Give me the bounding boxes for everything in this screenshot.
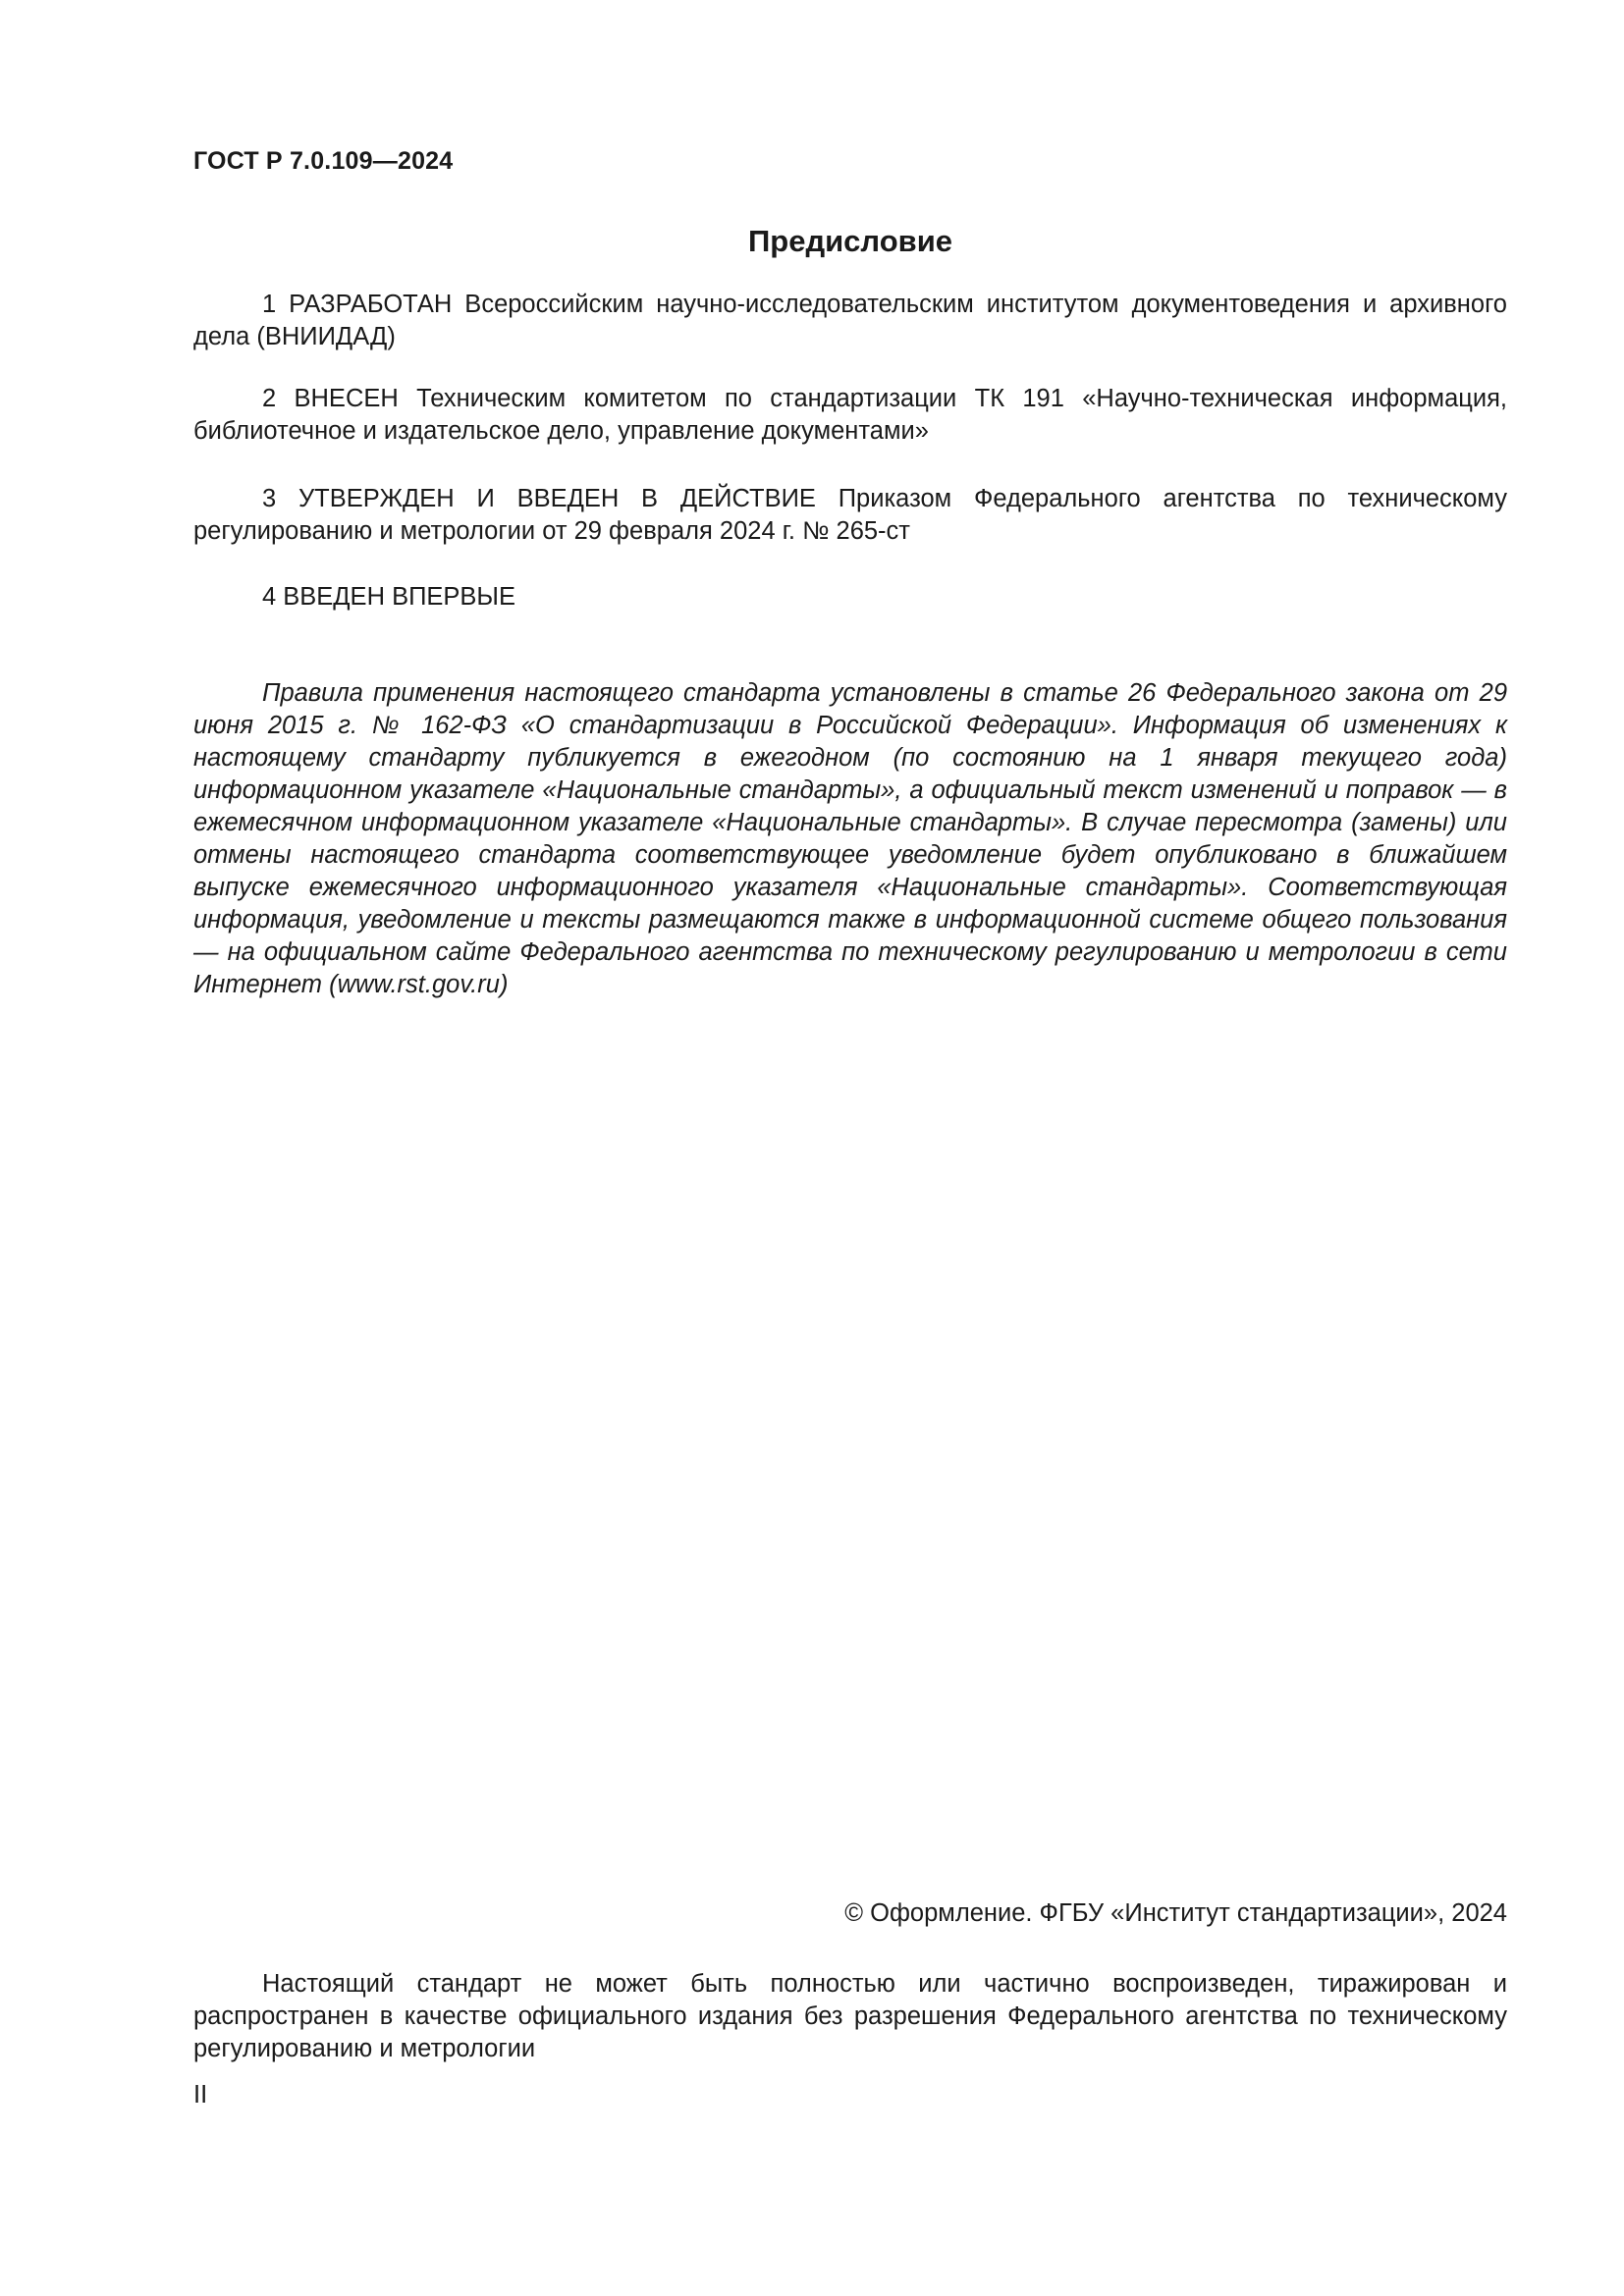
copyright-line: © Оформление. ФГБУ «Институт стандартизации», 2024: [844, 1899, 1507, 1927]
foreword-item-submitted: 2 ВНЕСЕН Техническим комитетом по стандартизации ТК 191 «Научно-техническая информация, библиотечное и издательское дело, управление документами»: [193, 385, 1507, 445]
page-title: Предисловие: [747, 224, 952, 258]
page-number: II: [193, 2081, 208, 2109]
document-code: ГОСТ Р 7.0.109—2024: [193, 147, 454, 175]
foreword-item-approved: 3 УТВЕРЖДЕН И ВВЕДЕН В ДЕЙСТВИЕ Приказом Федерального агентства по техническому регулированию и метрологии от 29 февраля 2024 г. № 265-ст: [193, 485, 1507, 545]
reproduction-notice: Настоящий стандарт не может быть полностью или частично воспроизведен, тиражирован и распространен в качестве официального издания без разрешения Федерального агентства по техническому регулированию и метрологии: [193, 1970, 1507, 2062]
foreword-item-introduced: 4 ВВЕДЕН ВПЕРВЫЕ: [262, 583, 516, 611]
foreword-item-developed: 1 РАЗРАБОТАН Всероссийским научно-исследовательским институтом документоведения и архивного дела (ВНИИДАД): [193, 291, 1507, 350]
application-rules-notice: Правила применения настоящего стандарта установлены в статье 26 Федерального закона от 29 июня 2015 г. № 162-ФЗ «О стандартизации в Российской Федерации». Информация об изменениях к настоящему стандарту публикуется в ежегодном (по состоянию на 1 января текущего года) информационном указателе «Национальные стандарты», а официальный текст изменений и поправок — в ежемесячном информационном указателе «Национальные стандарты». В случае пересмотра (замены) или отмены настоящего стандарта соответствующее уведомление будет опубликовано в ближайшем выпуске ежемесячного информационного указателя «Национальные стандарты». Соответствующая информация, уведомление и тексты размещаются также в информационной системе общего пользования — на официальном сайте Федерального агентства по техническому регулированию и метрологии в сети Интернет (www.rst.gov.ru): [193, 679, 1507, 998]
